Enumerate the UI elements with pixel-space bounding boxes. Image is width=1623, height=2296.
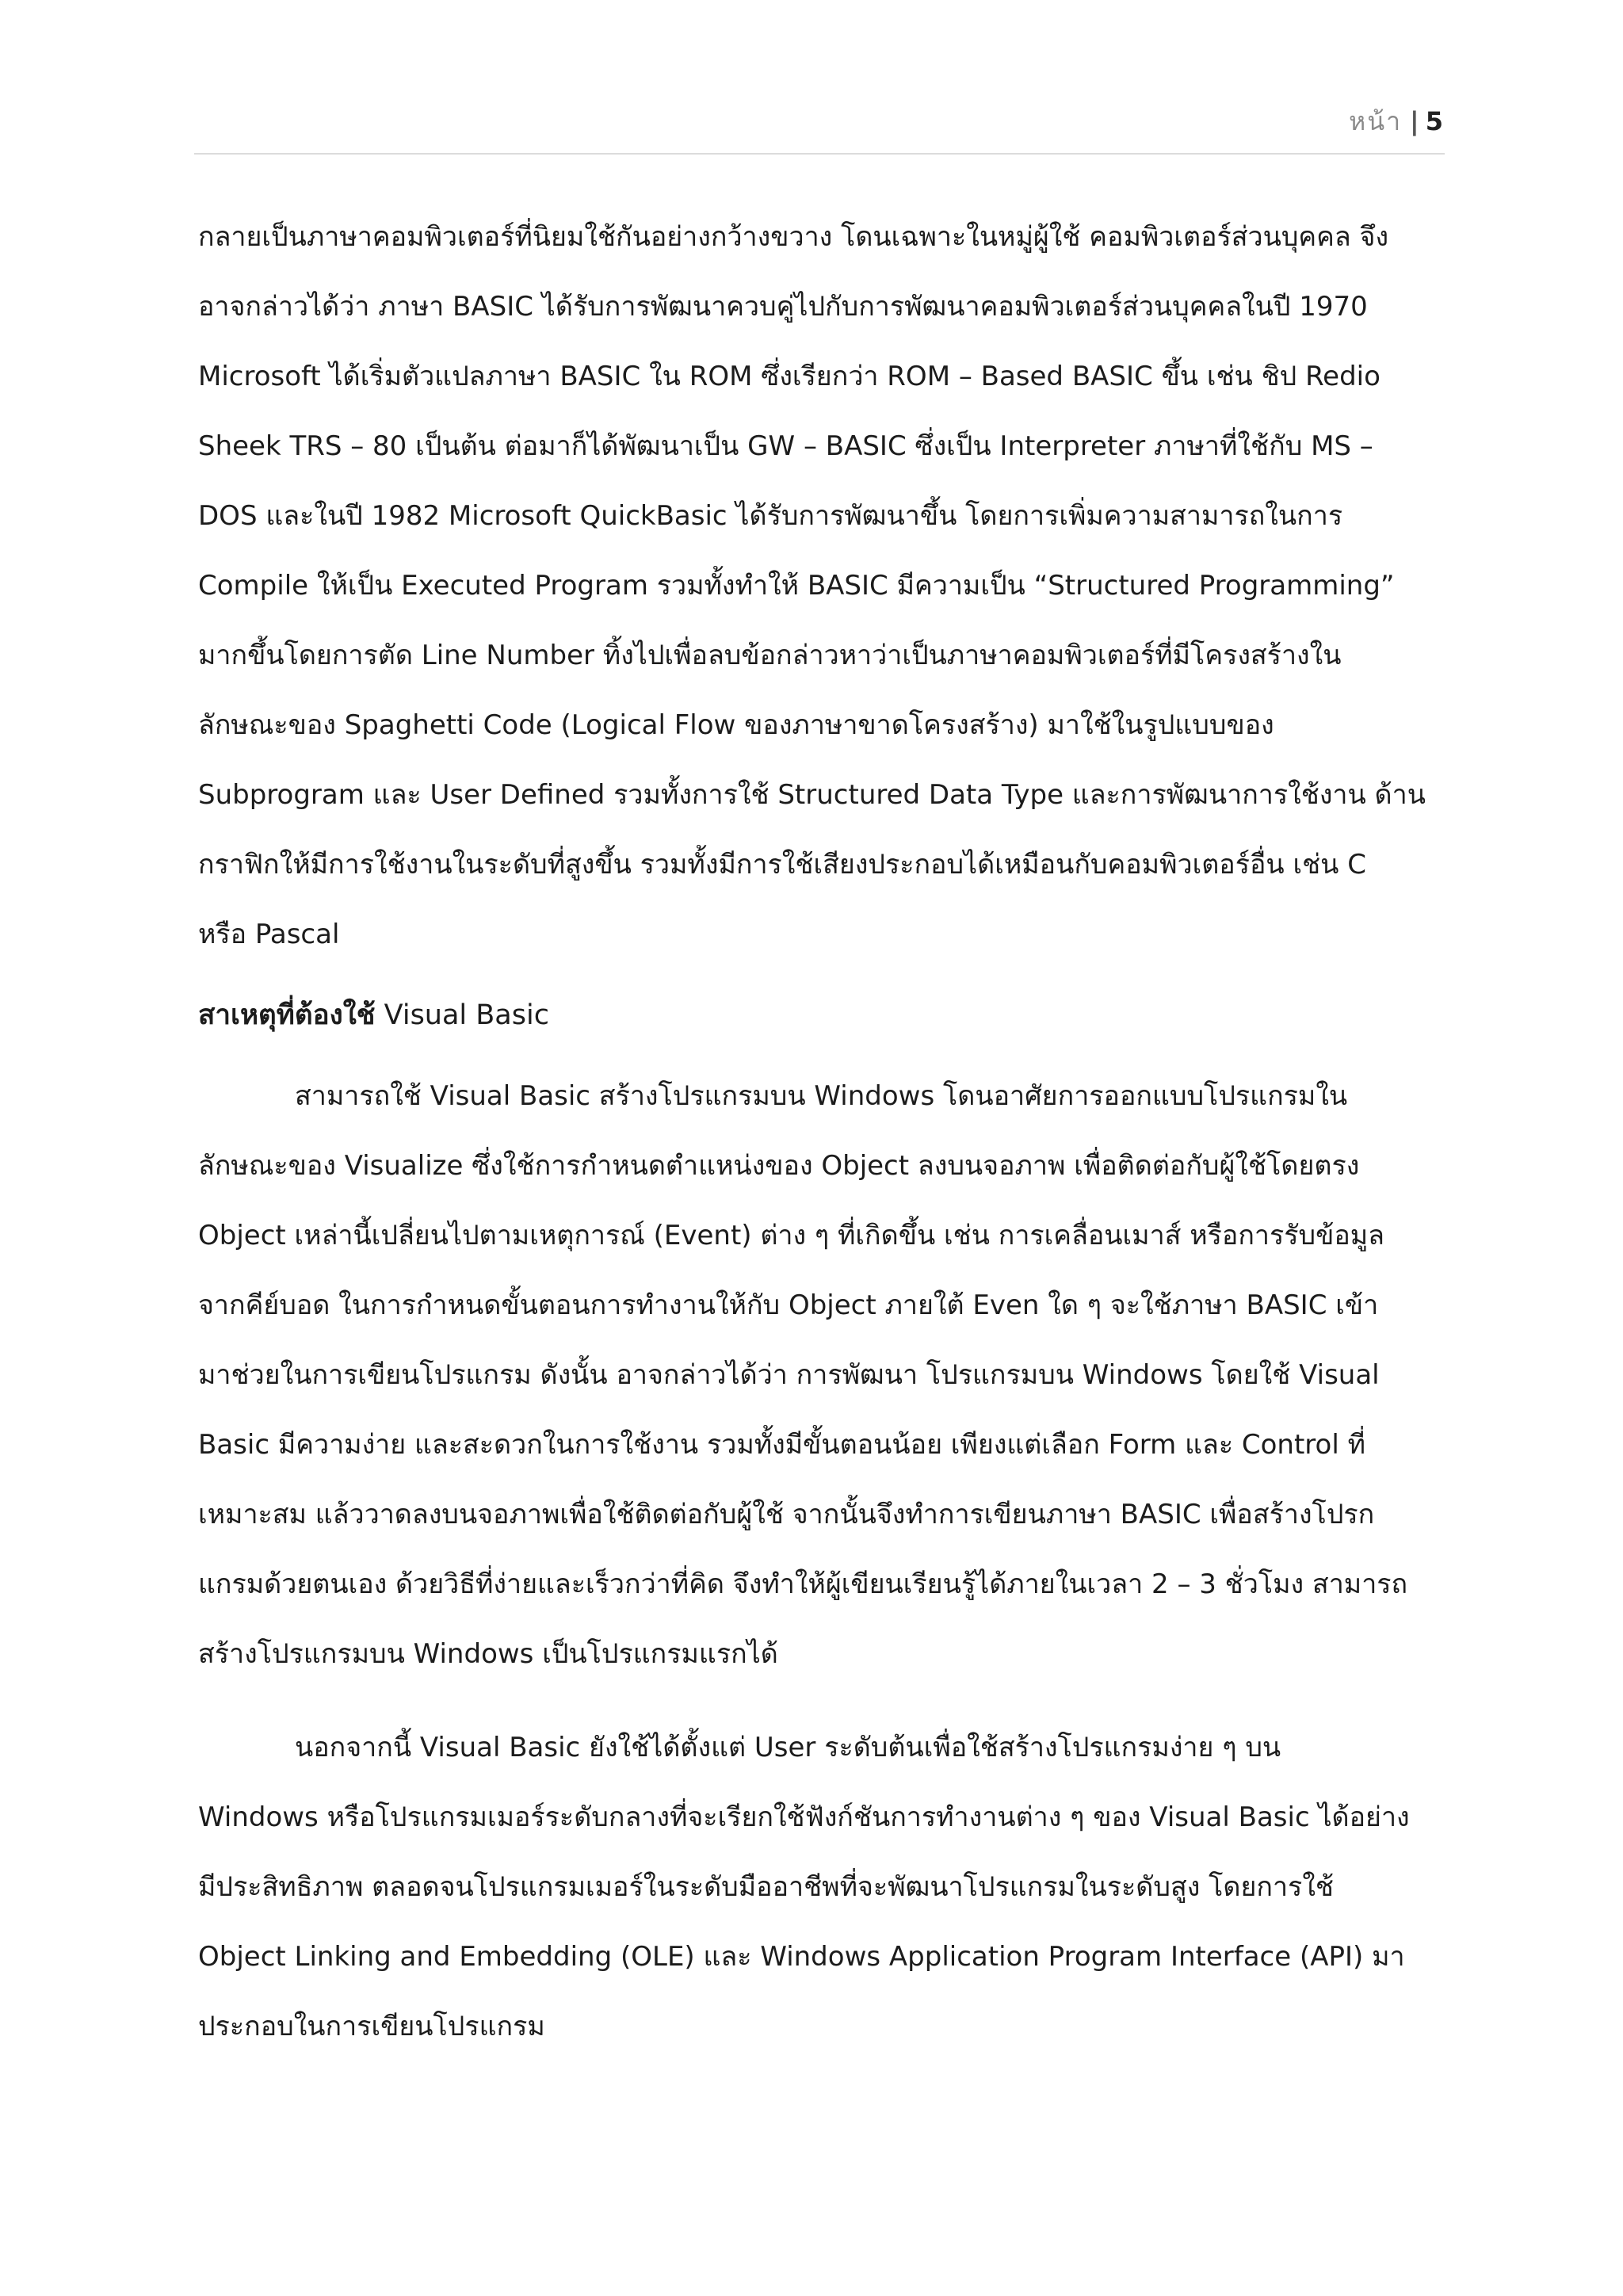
section-heading — [198, 980, 1449, 1050]
text-line: Basic มีความง่าย และสะดวกในการใช้งาน รวมทั้งมีขั้นตอนน้อย เพียงแต่เลือก Form และ Control ที่ — [198, 1429, 1366, 1461]
text-line: เหมาะสม แล้ววาดลงบนจอภาพเพื่อใช้ติดต่อกับผู้ใช้ จากนั้นจึงทำการเขียนภาษา BASIC เพื่อสร้างโปรก — [198, 1499, 1375, 1530]
text-line: ลักษณะของ Spaghetti Code (Logical Flow ของภาษาขาดโครงสร้าง) มาใช้ในรูปแบบของ — [198, 709, 1274, 741]
page-number: 5 — [1425, 106, 1445, 136]
text-line: Object Linking and Embedding (OLE) และ Windows Application Program Interface (API) มา — [198, 1941, 1405, 1973]
text-line: Windows หรือโปรแกรมเมอร์ระดับกลางที่จะเรียกใช้ฟังก์ชันการทำงานต่าง ๆ ของ Visual Basic ได้อย่าง — [198, 1801, 1410, 1833]
text-line: Subprogram และ User Defined รวมทั้งการใช้ Structured Data Type และการพัฒนาการใช้งาน ด้าน — [198, 779, 1426, 811]
text-line: มีประสิทธิภาพ ตลอดจนโปรแกรมเมอร์ในระดับมืออาชีพที่จะพัฒนาโปรแกรมในระดับสูง โดยการใช้ — [198, 1871, 1334, 1903]
text-line: มาช่วยในการเขียนโปรแกรม ดังนั้น อาจกล่าวได้ว่า การพัฒนา โปรแกรมบน Windows โดยใช้ Visual — [198, 1359, 1380, 1391]
section-heading-normal: Visual Basic — [375, 999, 549, 1031]
text-line: Compile ให้เป็น Executed Program รวมทั้งทำให้ BASIC มีความเป็น “Structured Programming” — [198, 570, 1395, 602]
page-header — [194, 101, 1445, 151]
text-line: Sheek TRS – 80 เป็นต้น ต่อมาก็ได้พัฒนาเป็น GW – BASIC ซึ่งเป็น Interpreter ภาษาที่ใช้กับ MS – — [198, 430, 1373, 462]
text-line: สร้างโปรแกรมบน Windows เป็นโปรแกรมแรกได้ — [198, 1638, 778, 1670]
paragraph-reasons — [198, 1061, 1449, 1689]
text-line: Microsoft ได้เริ่มตัวแปลภาษา BASIC ใน ROM ซึ่งเรียกว่า ROM – Based BASIC ขึ้น เช่น ชิป Redio — [198, 361, 1381, 392]
section-heading-bold: สาเหตุที่ต้องใช้ — [198, 999, 376, 1031]
page-label: หน้า — [1349, 106, 1403, 136]
text-line: กลายเป็นภาษาคอมพิวเตอร์ที่นิยมใช้กันอย่างกว้างขวาง โดนเฉพาะในหมู่ผู้ใช้ คอมพิวเตอร์ส่วนบุคคล จึง — [198, 221, 1389, 253]
text-line: ลักษณะของ Visualize ซึ่งใช้การกำหนดตำแหน่งของ Object ลงบนจอภาพ เพื่อติดต่อกับผู้ใช้โดยตรง — [198, 1150, 1360, 1182]
text-line: จากคีย์บอด ในการกำหนดขั้นตอนการทำงานให้กับ Object ภายใต้ Even ใด ๆ จะใช้ภาษา BASIC เข้า — [198, 1289, 1379, 1321]
header-rule — [194, 153, 1445, 155]
text-line: นอกจากนี้ Visual Basic ยังใช้ได้ตั้งแต่ User ระดับต้นเพื่อใช้สร้างโปรแกรมง่าย ๆ บน — [295, 1732, 1281, 1763]
paragraph-gap — [198, 1689, 1449, 1713]
text-line: สามารถใช้ Visual Basic สร้างโปรแกรมบน Windows โดนอาศัยการออกแบบโปรแกรมใน — [295, 1080, 1348, 1112]
paragraph-history — [198, 202, 1449, 969]
text-line: แกรมด้วยตนเอง ด้วยวิธีที่ง่ายและเร็วกว่าที่คิด จึงทำให้ผู้เขียนเรียนรู้ได้ภายในเวลา 2 – 3 ชั่วโมง สามารถ — [198, 1568, 1408, 1600]
body-text — [198, 202, 1449, 2061]
paragraph-users — [198, 1713, 1449, 2061]
text-line: มากขึ้นโดยการตัด Line Number ทิ้งไปเพื่อลบข้อกล่าวหาว่าเป็นภาษาคอมพิวเตอร์ที่มีโครงสร้างใน — [198, 640, 1342, 671]
text-line: Object เหล่านี้เปลี่ยนไปตามเหตุการณ์ (Event) ต่าง ๆ ที่เกิดขึ้น เช่น การเคลื่อนเมาส์ หรือการรับข้อมูล — [198, 1220, 1385, 1251]
text-line: ประกอบในการเขียนโปรแกรม — [198, 2011, 545, 2042]
header-separator: | — [1410, 106, 1421, 136]
text-line: DOS และในปี 1982 Microsoft QuickBasic ได้รับการพัฒนาขึ้น โดยการเพิ่มความสามารถในการ — [198, 500, 1343, 532]
text-line: อาจกล่าวได้ว่า ภาษา BASIC ได้รับการพัฒนาควบคู่ไปกับการพัฒนาคอมพิวเตอร์ส่วนบุคคลในปี 1970 — [198, 291, 1368, 323]
text-line: กราฟิกให้มีการใช้งานในระดับที่สูงขึ้น รวมทั้งมีการใช้เสียงประกอบได้เหมือนกับคอมพิวเตอร์อื่น เช่น C — [198, 849, 1366, 881]
text-line: หรือ Pascal — [198, 919, 340, 950]
